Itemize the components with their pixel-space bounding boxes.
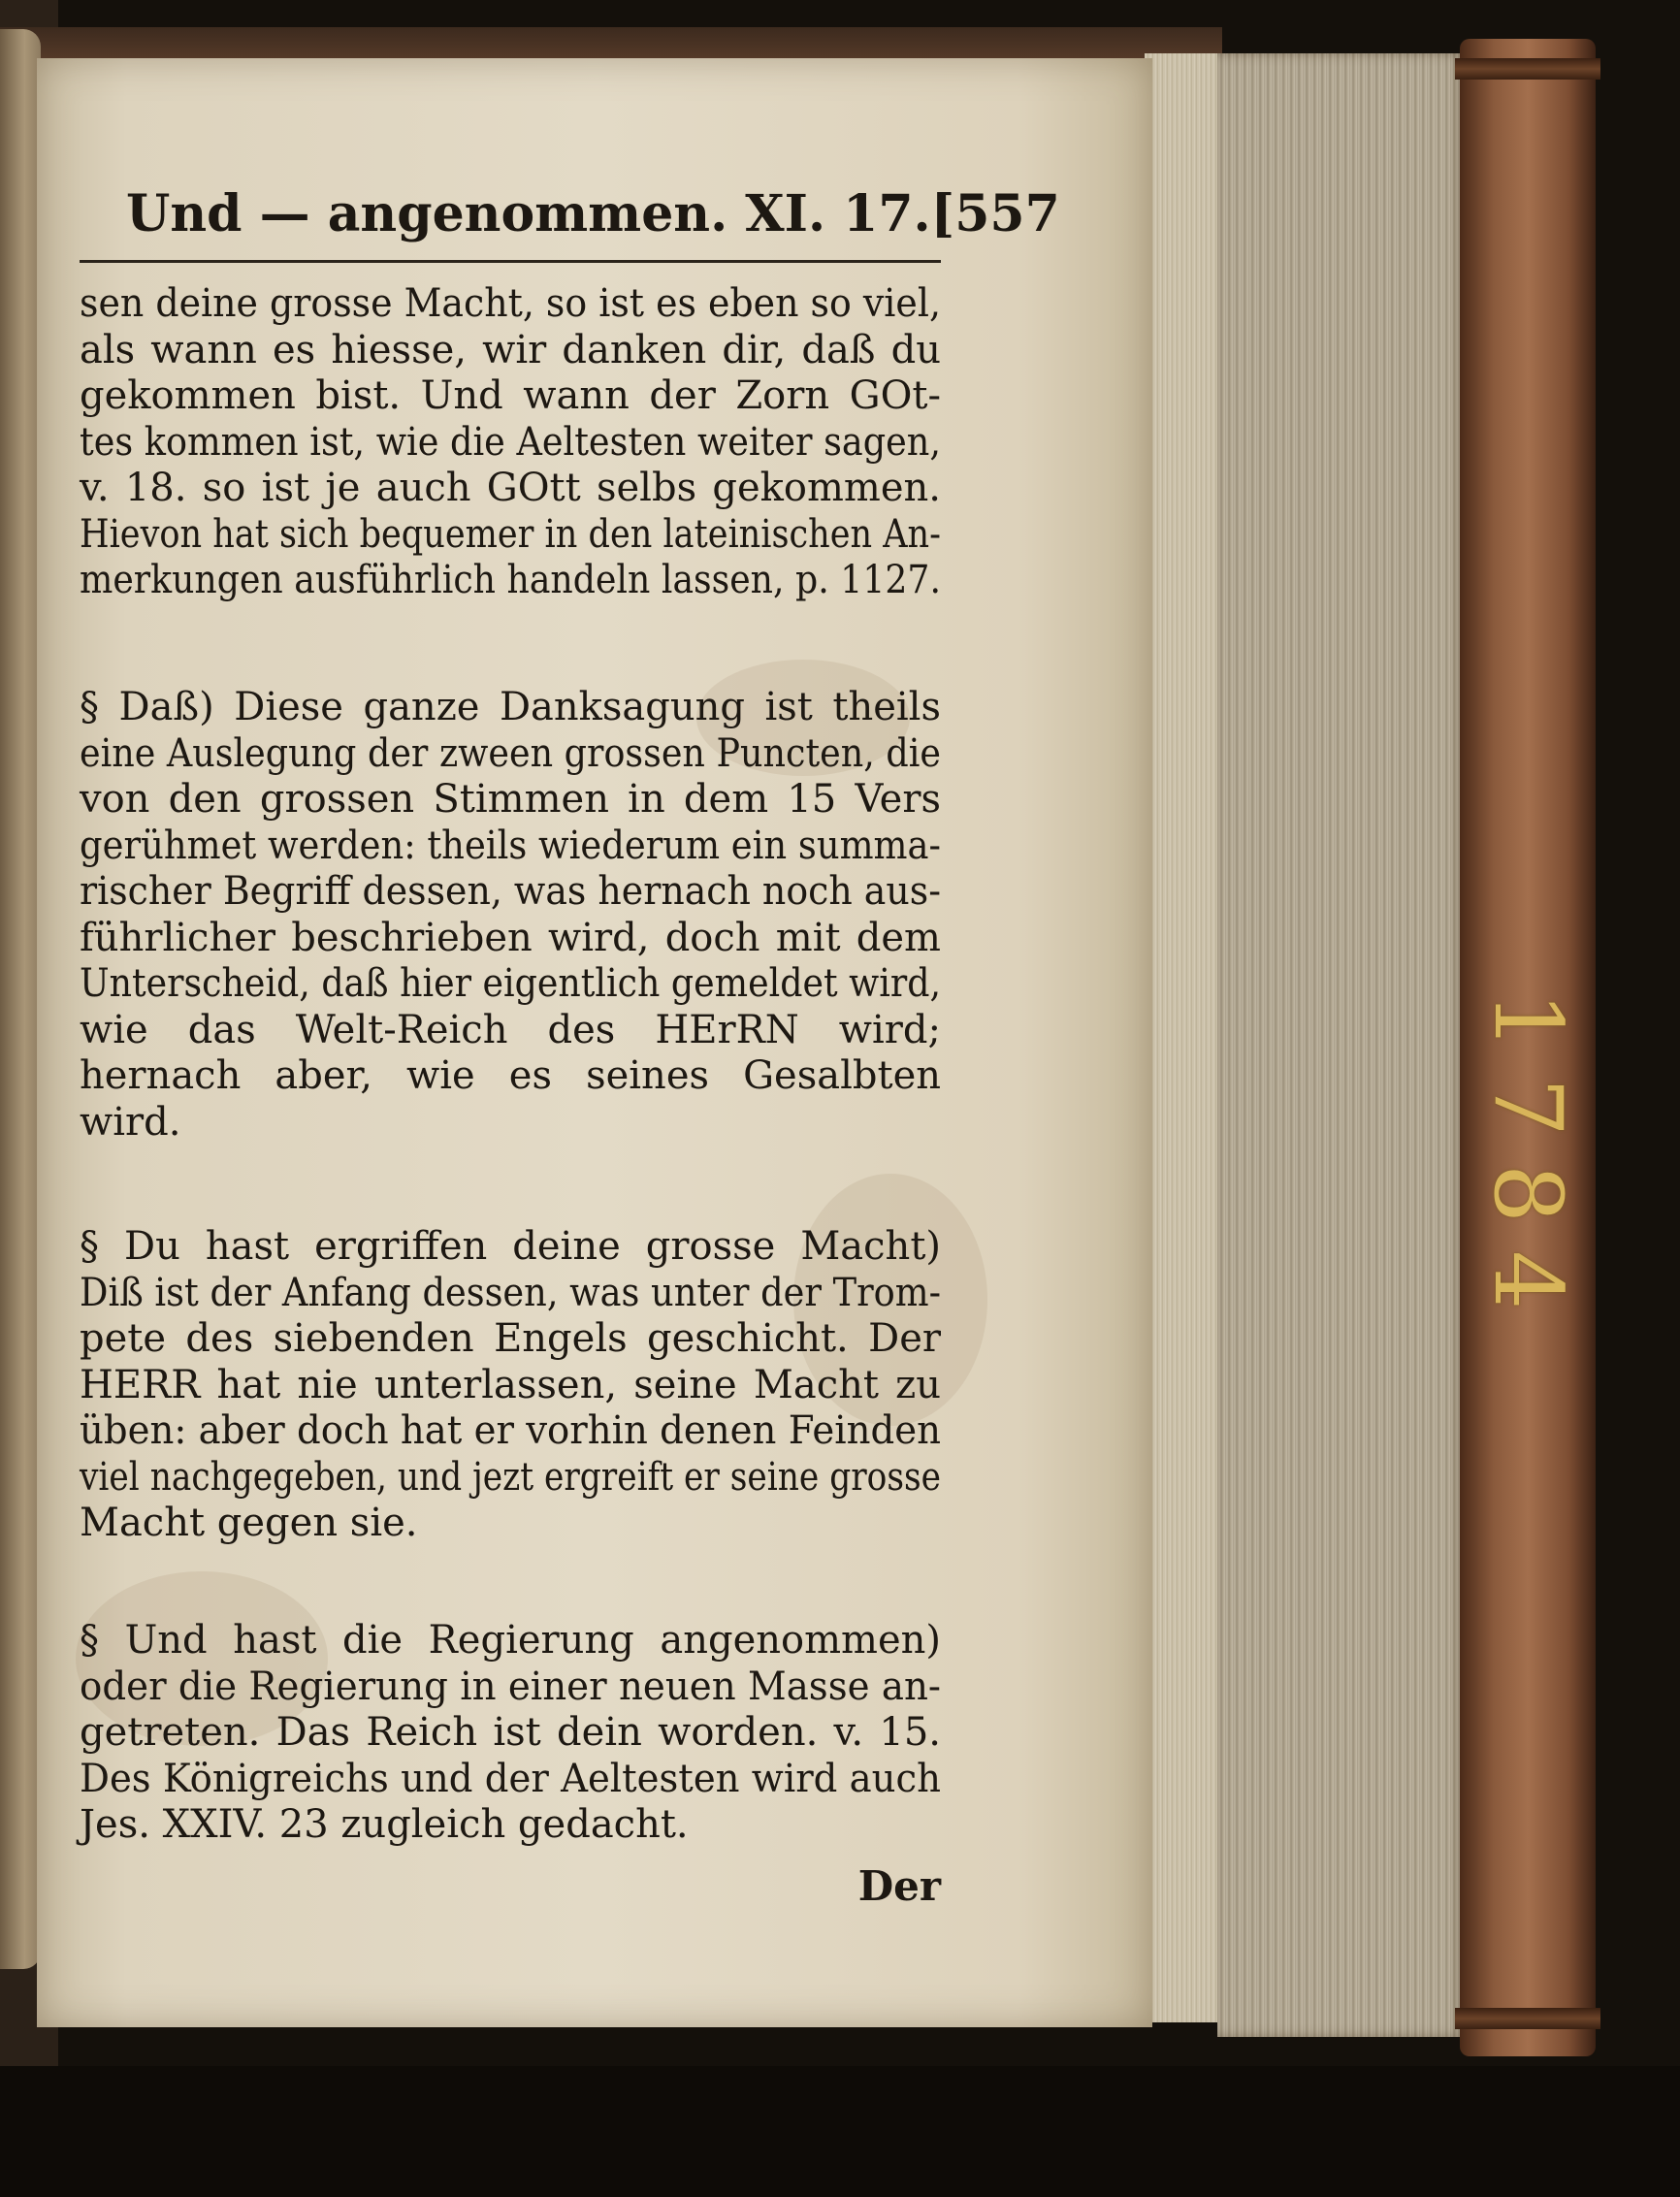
- text-line: [80, 558, 941, 604]
- line-text: wie das Welt-Reich des HErRN wird;: [80, 1007, 941, 1052]
- line-text: v. 18. so ist je auch GOtt selbs gekommen.: [80, 466, 941, 510]
- paragraph-1: [80, 281, 941, 604]
- line-text: viel nachgegeben, und jezt ergreift er seine grosse: [80, 1454, 941, 1500]
- line-text: § Daß) Diese ganze Danksagung ist theils: [80, 685, 941, 729]
- text-line: [80, 731, 941, 778]
- text-line: [80, 777, 941, 824]
- line-text: tes kommen ist, wie die Aeltesten weiter sagen,: [80, 419, 941, 465]
- text-line: [80, 1664, 941, 1711]
- paragraph-2: [80, 685, 941, 1146]
- word: wird.: [80, 1099, 181, 1145]
- line-text: Unterscheid, daß hier eigentlich gemeldet wird,: [80, 961, 941, 1006]
- text-line: [80, 466, 941, 512]
- line-text: hernach aber, wie es seines Gesalbten: [80, 1053, 941, 1098]
- text-line: [80, 1008, 941, 1054]
- line-text: rischer Begriff dessen, was hernach noch aus-: [80, 869, 941, 914]
- header-rule: [80, 260, 941, 263]
- line-text: § Und hast die Regierung angenommen): [80, 1618, 941, 1663]
- line-text: Des Königreichs und der Aeltesten wird auch: [80, 1756, 941, 1801]
- text-line: [80, 1271, 941, 1317]
- word: merkungen ausführlich handeln lassen, p. 1127.: [80, 558, 941, 602]
- text-line: [80, 281, 941, 328]
- line-text: gekommen bist. Und wann der Zorn GOt-: [80, 373, 941, 418]
- spine-band: [1455, 2008, 1600, 2029]
- text-line: [80, 1618, 941, 1664]
- line-text: gerühmet werden: theils wiederum ein summa-: [80, 823, 941, 868]
- running-title: Und — angenommen. XI. 17.: [126, 184, 931, 243]
- text-line: [80, 685, 941, 731]
- text-line: [80, 1100, 941, 1147]
- text-line: [80, 824, 941, 870]
- text-block-fore-edge: [1217, 53, 1465, 2037]
- text-line: [80, 916, 941, 962]
- line-text: sen deine grosse Macht, so ist es eben so viel,: [80, 281, 941, 326]
- text-line: [80, 328, 941, 374]
- line-text: als wann es hiesse, wir danken dir, daß du: [80, 327, 941, 372]
- line-text: pete des siebenden Engels geschicht. Der: [80, 1316, 941, 1361]
- line-text: Hievon hat sich bequemer in den lateinischen An-: [80, 511, 941, 557]
- text-line: [80, 1757, 941, 1803]
- text-line: [80, 869, 941, 916]
- background-bottom: [0, 2066, 1680, 2197]
- page-number: [557: [930, 184, 1060, 243]
- word: Jes. XXIV. 23 zugleich gedacht.: [80, 1802, 689, 1847]
- line-text: oder die Regierung in einer neuen Masse an-: [80, 1664, 941, 1709]
- line-text: § Du hast ergriffen deine grosse Macht): [80, 1224, 941, 1269]
- text-line: [80, 420, 941, 467]
- spine-year: 1784: [1473, 990, 1582, 1338]
- text-line: [80, 1501, 941, 1547]
- word: Macht gegen sie.: [80, 1501, 418, 1545]
- text-line: [80, 1710, 941, 1757]
- previous-page-curl: [0, 29, 41, 1969]
- text-line: [80, 1802, 941, 1849]
- running-header: [126, 184, 1060, 262]
- catchword: Der: [857, 1862, 941, 1910]
- line-text: üben: aber doch hat er vorhin denen Feinden: [80, 1408, 941, 1453]
- line-text: HERR hat nie unterlassen, seine Macht zu: [80, 1362, 941, 1407]
- text-line: [80, 1363, 941, 1409]
- line-text: von den grossen Stimmen in dem 15 Vers: [80, 777, 941, 822]
- line-text: getreten. Das Reich ist dein worden. v. 15.: [80, 1710, 941, 1755]
- text-line: [80, 961, 941, 1008]
- text-line: [80, 1408, 941, 1455]
- spine-band: [1455, 58, 1600, 80]
- line-text: eine Auslegung der zween grossen Puncten, die: [80, 730, 941, 776]
- text-line: [80, 373, 941, 420]
- text-line: [80, 1455, 941, 1502]
- text-line: [80, 512, 941, 559]
- line-text: führlicher beschrieben wird, doch mit dem: [80, 915, 941, 960]
- text-line: [80, 1224, 941, 1271]
- line-text: Diß ist der Anfang dessen, was unter der Trom-: [80, 1270, 941, 1315]
- spine-label: [1460, 892, 1596, 1436]
- page-edge: [1145, 53, 1222, 2022]
- paragraph-4: [80, 1618, 941, 1849]
- text-line: [80, 1316, 941, 1363]
- paragraph-3: [80, 1224, 941, 1547]
- text-line: [80, 1053, 941, 1100]
